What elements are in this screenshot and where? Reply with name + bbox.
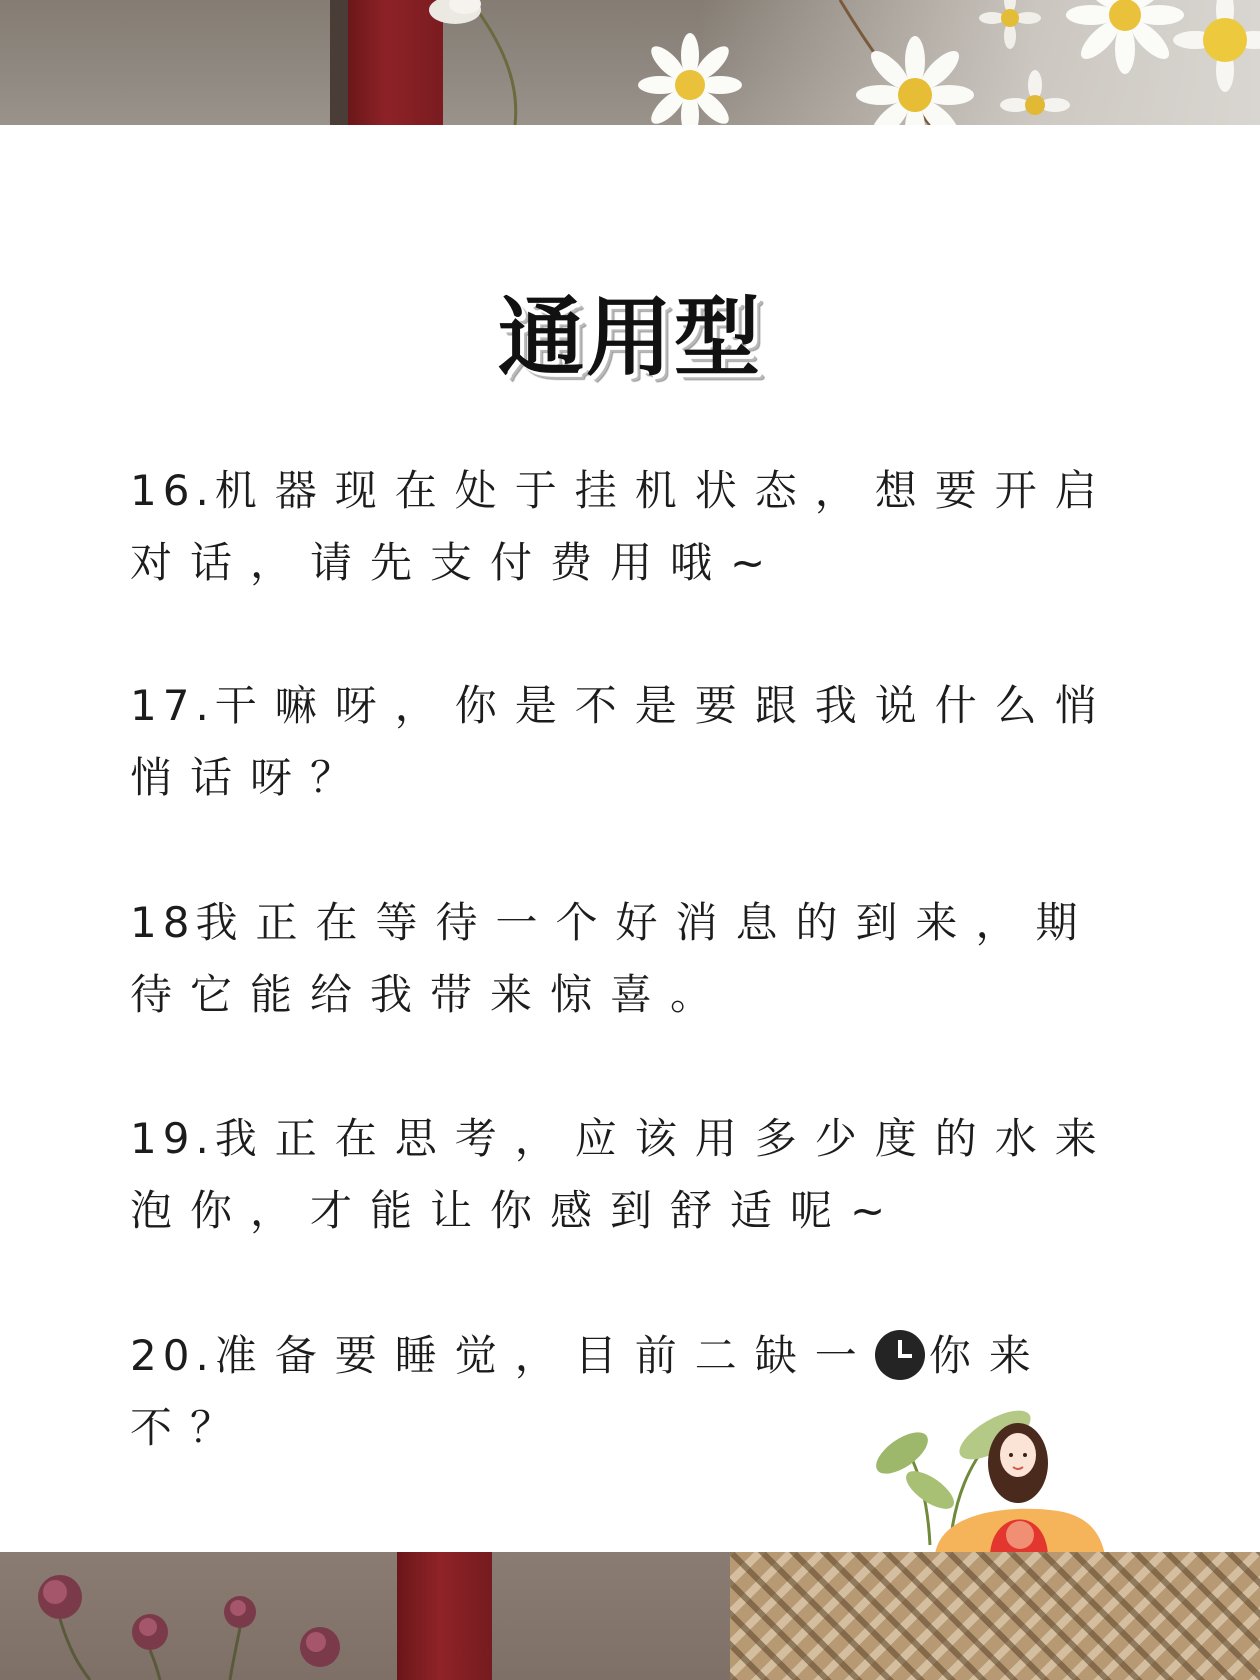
item-text-line1a: 准备要睡觉，目前二缺一 — [214, 1331, 875, 1380]
item-text-line2: 待它能给我带来惊喜。 — [130, 970, 731, 1019]
bottom-photo-banner — [0, 1552, 1260, 1680]
page-title: 通用型 — [498, 287, 762, 388]
item-number: 17. — [130, 681, 215, 730]
clock-icon — [875, 1330, 925, 1380]
girl-plant-illustration — [870, 1395, 1150, 1555]
list-item — [130, 1103, 1140, 1247]
item-number: 19. — [130, 1114, 215, 1163]
item-text-line2: 对话，请先支付费用哦~ — [130, 538, 784, 587]
dried-roses-image — [0, 1552, 420, 1680]
daisy-flowers-image — [0, 0, 1260, 125]
item-text-line2: 悄话呀？ — [130, 753, 371, 802]
item-text-line1b: 你来 — [928, 1331, 1049, 1380]
list-item — [130, 670, 1140, 814]
item-number: 20. — [130, 1331, 215, 1380]
rattan-basket-texture — [730, 1552, 1260, 1680]
item-number: 16. — [130, 466, 215, 515]
list-item — [130, 455, 1140, 599]
item-text-line2: 泡你，才能让你感到舒适呢~ — [130, 1186, 904, 1235]
item-text-line1: 我正在思考，应该用多少度的水来 — [214, 1114, 1115, 1163]
item-text-line1: 我正在等待一个好消息的到来，期 — [195, 898, 1096, 947]
list-item — [130, 887, 1140, 1031]
item-number: 18 — [130, 898, 196, 947]
top-photo-banner — [0, 0, 1260, 125]
item-text-line1: 干嘛呀，你是不是要跟我说什么悄 — [214, 681, 1115, 730]
item-text-line1: 机器现在处于挂机状态，想要开启 — [214, 466, 1115, 515]
item-text-line2: 不？ — [130, 1403, 251, 1452]
